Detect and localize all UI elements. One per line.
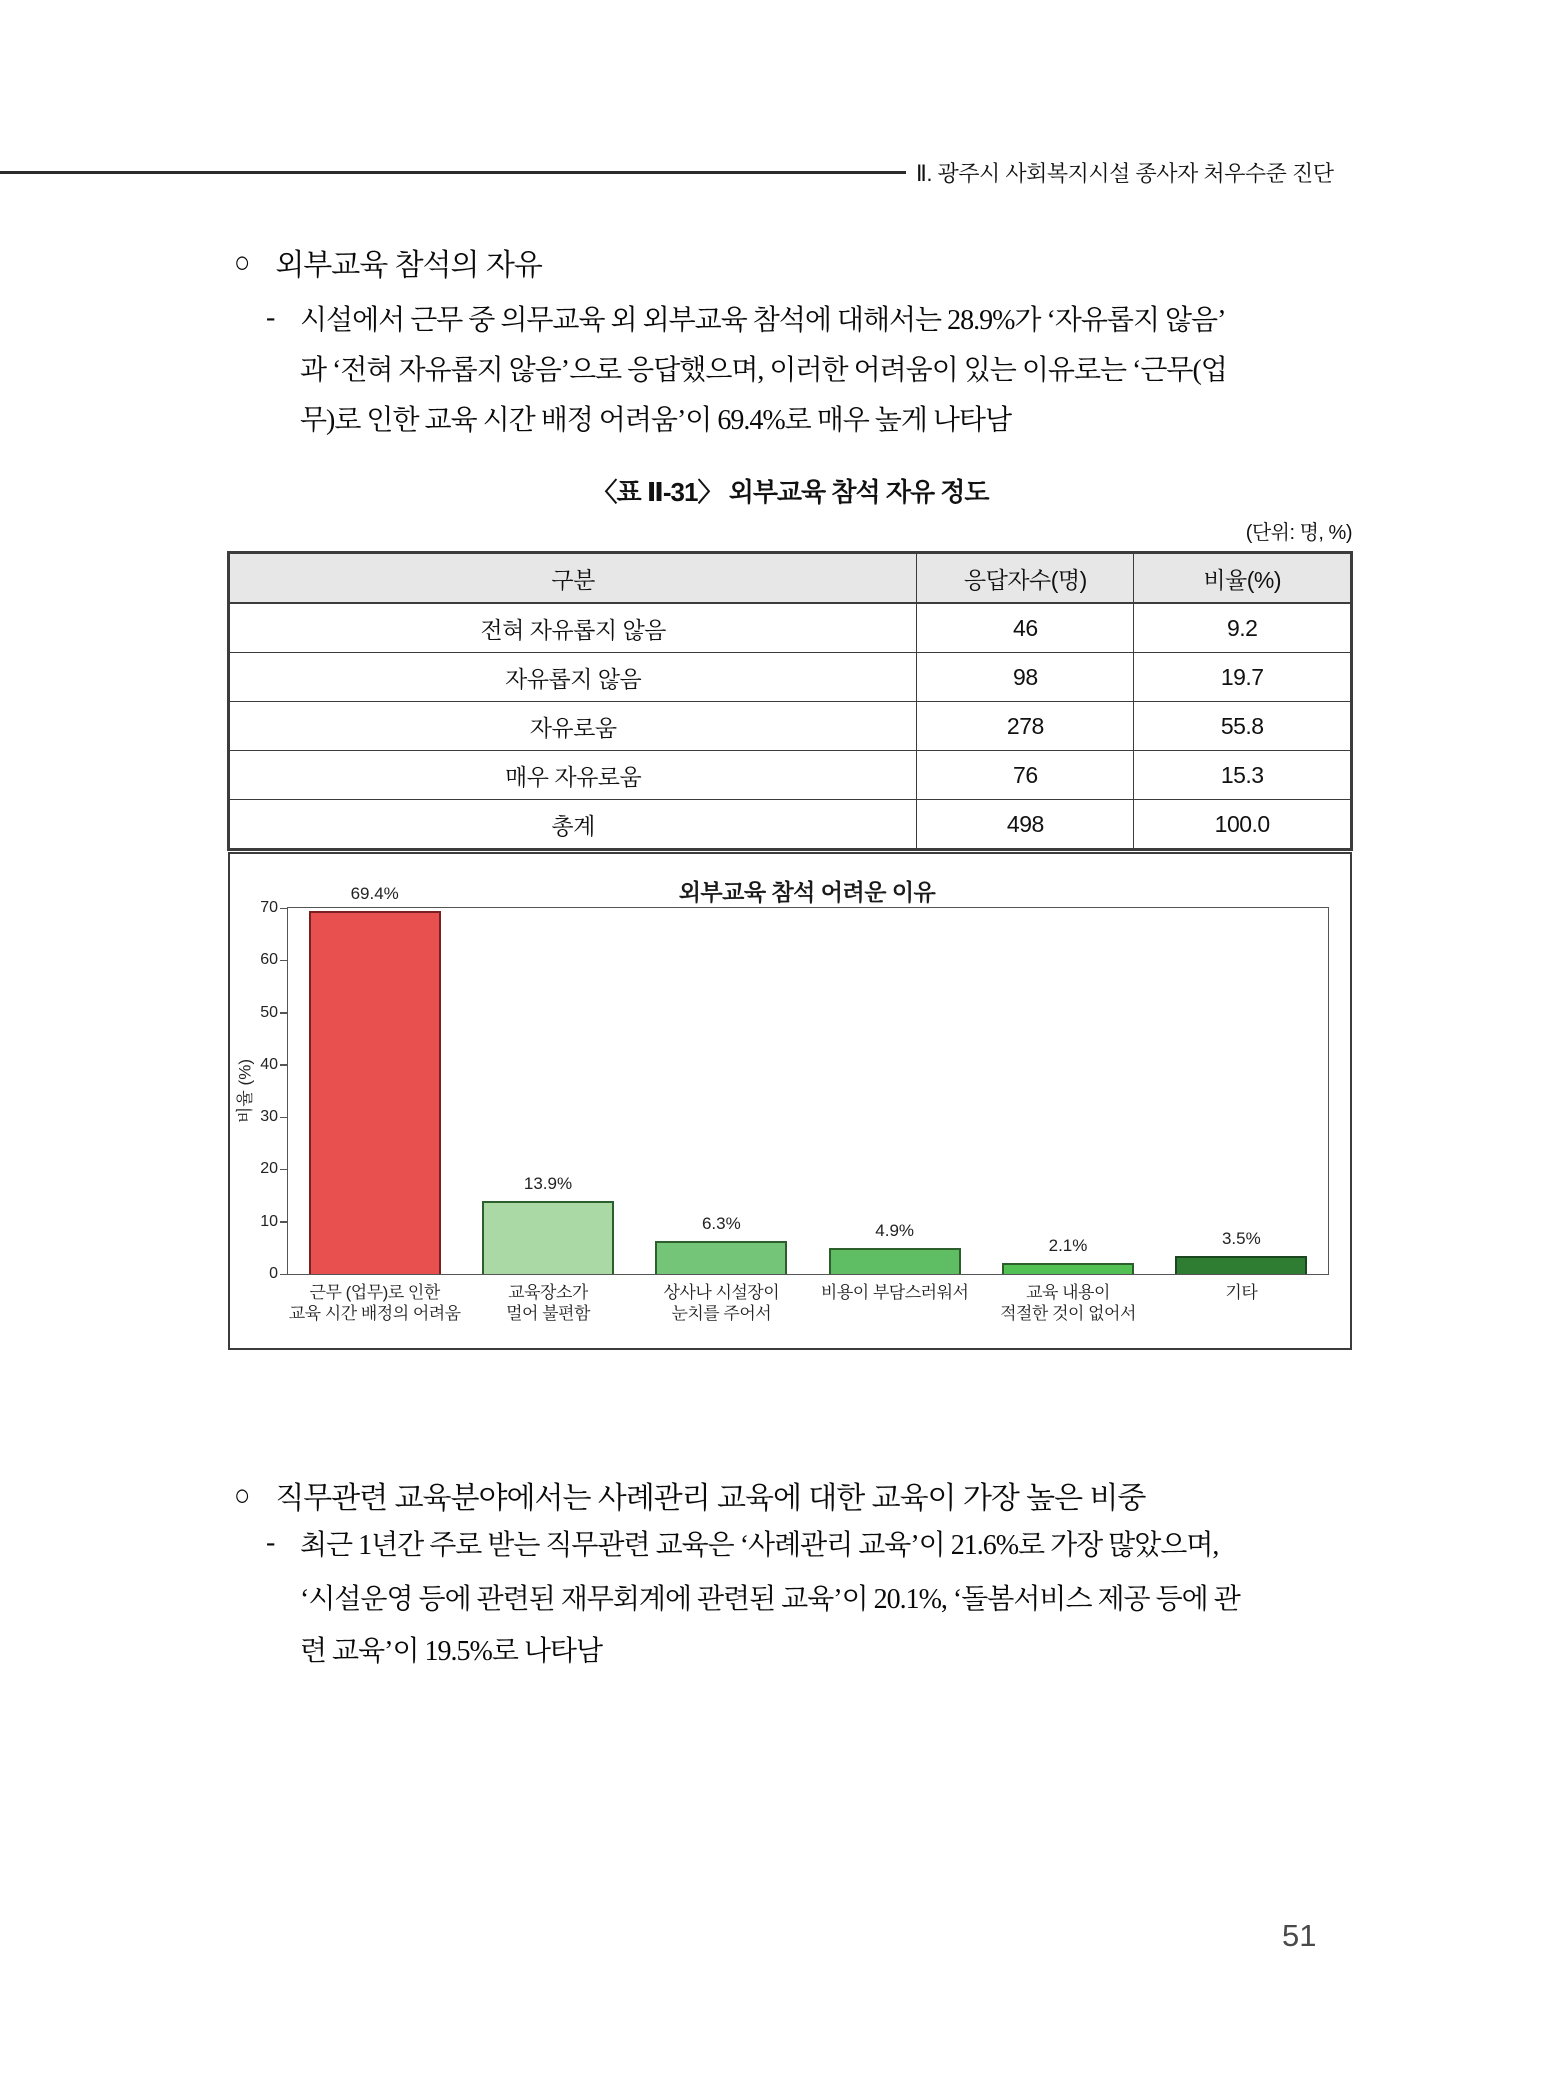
bar-value-label: 2.1% (1048, 1236, 1088, 1256)
y-tick-mark (280, 1169, 288, 1171)
cell-ratio: 100.0 (1134, 800, 1351, 850)
y-tick-mark (280, 908, 288, 910)
bar-value-label: 4.9% (875, 1221, 915, 1241)
bar-3 (655, 1241, 787, 1274)
section1-line-2-text: 과 ‘전혀 자유롭지 않음’으로 응답했으며, 이러한 어려움이 있는 이유로는 ‘근무(업 (300, 355, 1227, 386)
cell-respondents: 278 (917, 702, 1134, 751)
col-header-ratio: 비율(%) (1134, 553, 1351, 603)
section2-heading (234, 1475, 1364, 1515)
y-tick-label: 30 (260, 1108, 278, 1126)
x-tick-label: 상사나 시설장이 눈치를 주어서 (663, 1283, 780, 1323)
section1-heading (234, 242, 1364, 282)
table-header-row (229, 553, 1351, 603)
bar-5 (1002, 1263, 1134, 1274)
cell-category: 총계 (229, 800, 917, 850)
bar-value-label: 13.9% (523, 1174, 573, 1194)
bar-4 (829, 1248, 961, 1274)
y-tick-mark (280, 1274, 288, 1276)
cell-category: 매우 자유로움 (229, 751, 917, 800)
y-tick-label: 70 (260, 899, 278, 916)
bar-6 (1175, 1256, 1307, 1274)
y-tick-label: 10 (260, 1212, 278, 1230)
section2-line-1-text: 최근 1년간 주로 받는 직무관련 교육은 ‘사례관리 교육’이 21.6%로 가장 많았으며, (300, 1530, 1219, 1561)
bar-2 (482, 1201, 614, 1274)
y-tick-label: 0 (269, 1265, 278, 1282)
y-tick-mark (280, 1012, 288, 1014)
dash-bullet: - (266, 1527, 275, 1558)
y-tick-label: 60 (260, 951, 278, 969)
section2-line-2 (300, 1577, 1370, 1617)
table-row (229, 653, 1351, 702)
running-header: Ⅱ. 광주시 사회복지시설 종사자 처우수준 진단 (916, 161, 1334, 186)
dash-bullet: - (266, 302, 275, 333)
y-tick-mark (280, 960, 288, 962)
y-tick-label: 40 (260, 1055, 278, 1073)
bar-value-label: 3.5% (1221, 1228, 1261, 1248)
cell-respondents: 98 (917, 653, 1134, 702)
cell-ratio: 55.8 (1134, 702, 1351, 751)
y-tick-mark (280, 1117, 288, 1119)
table-caption: 〈표 Ⅱ-31〉 외부교육 참석 자유 정도 (591, 477, 989, 507)
x-tick-label: 교육장소가 멀어 불편함 (506, 1283, 590, 1323)
cell-respondents: 498 (917, 800, 1134, 850)
page-number: 51 (1282, 1918, 1317, 1953)
section1-line-2 (300, 348, 1370, 388)
table-row (229, 603, 1351, 653)
bar-value-label: 6.3% (701, 1214, 741, 1234)
y-tick-mark (280, 1221, 288, 1223)
col-header-category: 구분 (229, 553, 917, 603)
cell-respondents: 46 (917, 603, 1134, 653)
section1-line-1-text: 시설에서 근무 중 의무교육 외 외부교육 참석에 대해서는 28.9%가 ‘자유롭지 않음’ (300, 305, 1226, 336)
freedom-table (228, 552, 1352, 850)
section1-title: 외부교육 참석의 자유 (275, 249, 542, 282)
section2-line-1 (266, 1523, 1370, 1563)
x-tick-label: 비용이 부담스러워서 (820, 1283, 969, 1302)
section2-line-3 (300, 1629, 1370, 1669)
y-tick-label: 50 (260, 1003, 278, 1021)
bar-value-label: 69.4% (350, 884, 399, 904)
y-tick-mark (280, 1064, 288, 1066)
section2-line-2-text: ‘시설운영 등에 관련된 재무회계에 관련된 교육’이 20.1%, ‘돌봄서비스 제공 등에 관 (300, 1584, 1240, 1615)
x-tick-label: 교육 내용이 적절한 것이 없어서 (1000, 1283, 1136, 1323)
table-unit-note: (단위: 명, %) (1245, 522, 1352, 544)
table-row (229, 800, 1351, 850)
header-rule-line (0, 171, 906, 174)
section1-line-3-text: 무)로 인한 교육 시간 배정 어려움’이 69.4%로 매우 높게 나타남 (300, 405, 1012, 436)
table-row (229, 751, 1351, 800)
cell-respondents: 76 (917, 751, 1134, 800)
cell-ratio: 15.3 (1134, 751, 1351, 800)
circle-bullet-icon: ○ (234, 1477, 250, 1512)
section2-title: 직무관련 교육분야에서는 사례관리 교육에 대한 교육이 가장 높은 비중 (275, 1482, 1146, 1515)
section1-line-1 (266, 298, 1370, 338)
table-body (229, 603, 1351, 849)
x-tick-label: 근무 (업무)로 인한 교육 시간 배정의 어려움 (288, 1283, 461, 1323)
cell-category: 자유로움 (229, 702, 917, 751)
cell-category: 자유롭지 않음 (229, 653, 917, 702)
chart-ylabel: 비율 (%) (235, 1058, 255, 1124)
y-tick-label: 20 (260, 1160, 278, 1178)
circle-bullet-icon: ○ (234, 244, 250, 279)
x-tick-label: 기타 (1225, 1283, 1258, 1302)
cell-category: 전혀 자유롭지 않음 (229, 603, 917, 653)
chart-box (228, 852, 1352, 1350)
cell-ratio: 19.7 (1134, 653, 1351, 702)
bar-1 (309, 911, 441, 1274)
chart-title: 외부교육 참석 어려운 이유 (678, 879, 936, 905)
section2-line-3-text: 련 교육’이 19.5%로 나타남 (300, 1636, 603, 1667)
table-row (229, 702, 1351, 751)
section1-line-3 (300, 398, 1370, 438)
cell-ratio: 9.2 (1134, 603, 1351, 653)
col-header-respondents: 응답자수(명) (917, 553, 1134, 603)
